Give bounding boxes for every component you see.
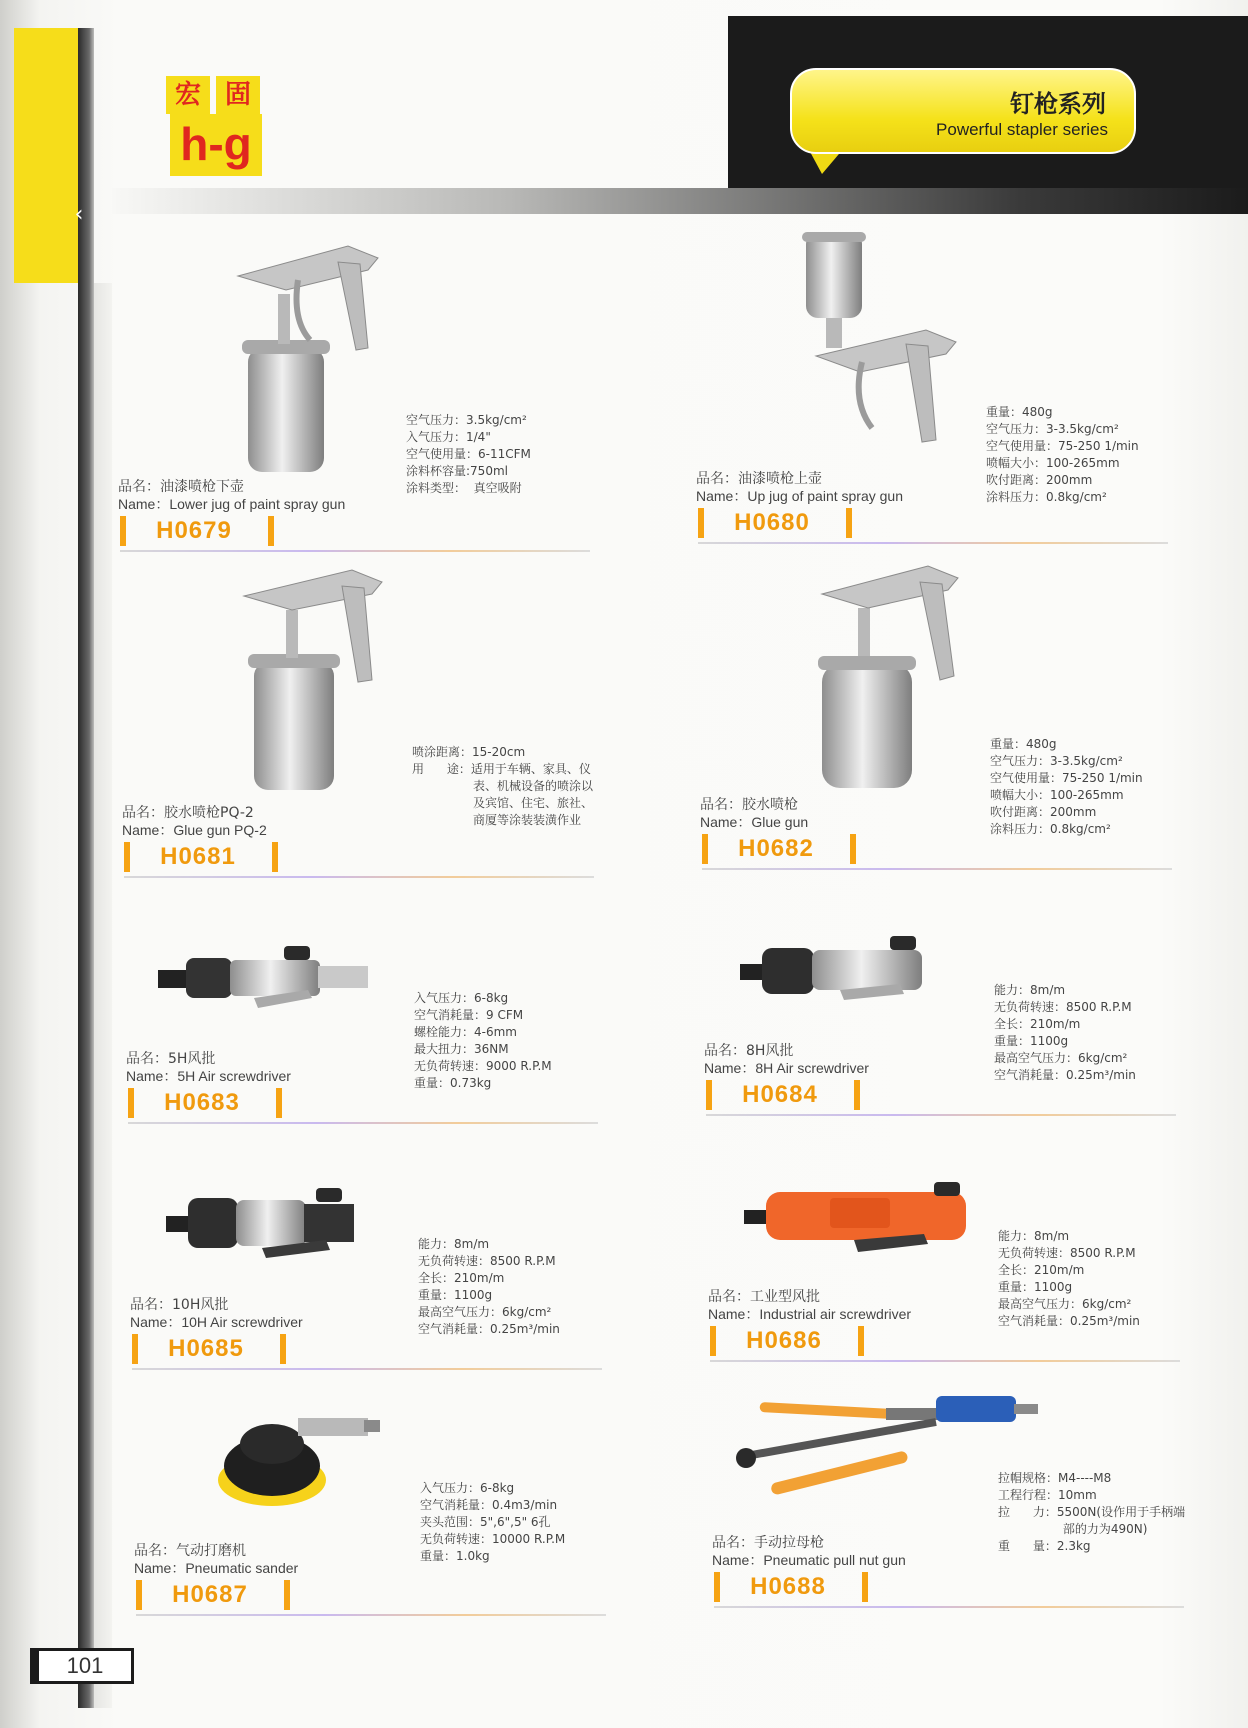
air-screwdriver-10h-icon (166, 1182, 396, 1272)
product-specs (998, 1470, 1185, 1555)
air-screwdriver-8h-icon (740, 934, 970, 1014)
spec-line: 拉 力：5500N(设作用于手柄端 (998, 1505, 1186, 1519)
product-card-h0679 (118, 240, 608, 560)
product-name-cn: 品名：工业型风批 (708, 1289, 820, 1305)
product-name-en: Name：Glue gun PQ-2 (122, 822, 267, 838)
spec-line: 重量：1.0kg (420, 1549, 490, 1563)
brand-cn-left: 宏 (166, 76, 210, 114)
code-bar-right (846, 508, 852, 538)
product-code: H0686 (746, 1327, 822, 1354)
spec-line: 拉帽规格：M4----M8 (998, 1471, 1112, 1485)
spec-line: 喷涂距离：15-20cm (412, 745, 526, 759)
spec-line: 入气压力：1/4" (406, 430, 491, 444)
code-bar-right (268, 516, 274, 546)
spec-line: 能力：8m/m (994, 983, 1066, 997)
spec-line: 空气使用量：75-250 1/min (986, 439, 1139, 453)
spec-line: 入气压力：6-8kg (414, 991, 509, 1005)
product-card-h0688 (712, 1296, 1202, 1616)
code-bar-left (120, 516, 126, 546)
product-name-cn: 品名：气动打磨机 (134, 1543, 246, 1559)
product-code-tag (134, 1580, 294, 1612)
product-specs (420, 1480, 565, 1565)
header-divider-bar (112, 188, 1248, 214)
product-name-en: Name：Glue gun (700, 814, 809, 830)
spec-line: 最高空气压力：6kg/cm² (998, 1297, 1132, 1311)
product-specs (406, 412, 531, 497)
series-title-en: Powerful stapler series (936, 120, 1108, 139)
product-card-h0680 (696, 232, 1186, 552)
product-code: H0685 (168, 1335, 244, 1362)
spec-line: 涂料杯容量:750ml (406, 464, 508, 478)
spec-line: 空气使用量：6-11CFM (406, 447, 531, 461)
spine-dark-band (78, 28, 94, 1708)
brand-cn-right: 固 (216, 76, 260, 114)
product-name-en: Name：Industrial air screwdriver (708, 1306, 912, 1322)
spec-line: 空气消耗量：0.4m3/min (420, 1498, 558, 1512)
code-bar-right (284, 1580, 290, 1610)
spray-gun-up-jug-icon (796, 232, 976, 468)
product-code: H0687 (172, 1581, 248, 1608)
spec-line: 夹头范围：5",6",5" 6孔 (420, 1515, 551, 1529)
spec-line: 重量：1100g (998, 1280, 1073, 1294)
product-code: H0683 (164, 1089, 240, 1116)
air-screwdriver-5h-icon (158, 942, 388, 1022)
product-specs (986, 404, 1139, 506)
product-name-en: Name：5H Air screwdriver (126, 1068, 291, 1084)
spec-line: 重 量：2.3kg (998, 1539, 1091, 1553)
industrial-air-screwdriver-icon (744, 1182, 984, 1272)
product-name-cn: 品名：胶水喷枪 (700, 797, 798, 813)
spec-line: 吹付距离：200mm (990, 805, 1097, 819)
spec-line: 表、机械设备的喷涂以 (412, 779, 594, 793)
product-code: H0679 (156, 517, 232, 544)
spec-line: 螺栓能力：4-6mm (414, 1025, 517, 1039)
speech-bubble (790, 68, 1136, 154)
product-code: H0681 (160, 843, 236, 870)
spec-line: 重量：1100g (994, 1034, 1069, 1048)
product-name-cn: 品名：10H风批 (130, 1297, 229, 1313)
brand-logo (166, 76, 262, 184)
spec-line: 无负荷转速：8500 R.P.M (998, 1246, 1136, 1260)
spec-line: 无负荷转速：8500 R.P.M (418, 1254, 556, 1268)
code-bar-left (136, 1580, 142, 1610)
glue-gun-icon (808, 558, 988, 794)
product-code-tag (712, 1572, 872, 1604)
card-divider (136, 1614, 606, 1616)
card-divider (714, 1606, 1184, 1608)
pneumatic-sander-icon (214, 1396, 384, 1516)
spec-line: 最大扭力：36NM (414, 1042, 509, 1056)
spec-line: 无负荷转速：8500 R.P.M (994, 1000, 1132, 1014)
spec-line: 最高空气压力：6kg/cm² (994, 1051, 1128, 1065)
spec-line: 空气消耗量：0.25m³/min (994, 1068, 1136, 1082)
spec-line: 空气消耗量：0.25m³/min (998, 1314, 1140, 1328)
product-name-cn: 品名：胶水喷枪PQ-2 (122, 805, 254, 821)
product-code: H0688 (750, 1573, 826, 1600)
spec-line: 空气消耗量：9 CFM (414, 1008, 524, 1022)
product-card-h0687 (134, 1304, 624, 1624)
spec-line: 涂料压力：0.8kg/cm² (986, 490, 1107, 504)
product-code: H0680 (734, 509, 810, 536)
spec-line: 及宾馆、住宅、旅社、 (412, 796, 594, 810)
series-title-cn: 钉枪系列 (1010, 90, 1106, 118)
spec-line: 空气压力：3.5kg/cm² (406, 413, 527, 427)
code-bar-left (698, 508, 704, 538)
spec-line: 能力：8m/m (418, 1237, 490, 1251)
product-name-cn: 品名：油漆喷枪上壶 (696, 471, 822, 487)
product-name-en: Name：8H Air screwdriver (704, 1060, 869, 1076)
spec-line: 全长：210m/m (418, 1271, 505, 1285)
code-bar-right (862, 1572, 868, 1602)
spec-line: 入气压力：6-8kg (420, 1481, 515, 1495)
spec-line: 重量：1100g (418, 1288, 493, 1302)
spec-line: 最高空气压力：6kg/cm² (418, 1305, 552, 1319)
product-name-en: Name：Lower jug of paint spray gun (118, 496, 346, 512)
spec-line: 重量：0.73kg (414, 1076, 492, 1090)
chevron-left-icon[interactable]: ‹ (74, 202, 84, 227)
spec-line: 能力：8m/m (998, 1229, 1070, 1243)
product-name-en: Name：Pneumatic sander (134, 1560, 299, 1576)
product-name-en: Name：Up jug of paint spray gun (696, 488, 903, 504)
spec-line: 吹付距离：200mm (986, 473, 1093, 487)
spec-line: 空气消耗量：0.25m³/min (418, 1322, 560, 1336)
spec-line: 空气使用量：75-250 1/min (990, 771, 1143, 785)
spec-line: 全长：210m/m (998, 1263, 1085, 1277)
product-code: H0684 (742, 1081, 818, 1108)
product-name-en: Name：10H Air screwdriver (130, 1314, 303, 1330)
spec-line: 重量：480g (986, 405, 1053, 419)
spec-line: 涂料压力：0.8kg/cm² (990, 822, 1111, 836)
brand-en: h-g (170, 114, 262, 176)
spec-line: 无负荷转速：9000 R.P.M (414, 1059, 552, 1073)
spec-line: 涂料类型： 真空吸附 (406, 481, 522, 495)
spec-line: 部的力为490N) (998, 1522, 1148, 1536)
spec-line: 空气压力：3-3.5kg/cm² (986, 422, 1119, 436)
spec-line: 工程行程：10mm (998, 1488, 1097, 1502)
code-bar-left (714, 1572, 720, 1602)
card-divider (120, 550, 590, 552)
product-code: H0682 (738, 835, 814, 862)
product-name-cn: 品名：油漆喷枪下壶 (118, 479, 244, 495)
spec-line: 商厦等涂装装潢作业 (412, 813, 582, 827)
spec-line: 用 途：适用于车辆、家具、仪 (412, 762, 591, 776)
product-name-cn: 品名：8H风批 (704, 1043, 794, 1059)
spec-line: 喷幅大小：100-265mm (990, 788, 1124, 802)
product-name-cn: 品名：手动拉母枪 (712, 1535, 824, 1551)
spray-gun-lower-jug-icon (228, 240, 408, 476)
spec-line: 无负荷转速：10000 R.P.M (420, 1532, 566, 1546)
product-code-tag (696, 508, 856, 540)
product-code-tag (118, 516, 278, 548)
product-name-cn: 品名：5H风批 (126, 1051, 216, 1067)
card-divider (698, 542, 1168, 544)
product-name-en: Name：Pneumatic pull nut gun (712, 1552, 906, 1568)
spec-line: 全长：210m/m (994, 1017, 1081, 1031)
spine-yellow-band (14, 28, 78, 283)
spec-line: 重量：480g (990, 737, 1057, 751)
spec-line: 空气压力：3-3.5kg/cm² (990, 754, 1123, 768)
page-number: 101 (36, 1648, 134, 1684)
glue-gun-pq2-icon (232, 566, 412, 796)
spec-line: 喷幅大小：100-265mm (986, 456, 1120, 470)
